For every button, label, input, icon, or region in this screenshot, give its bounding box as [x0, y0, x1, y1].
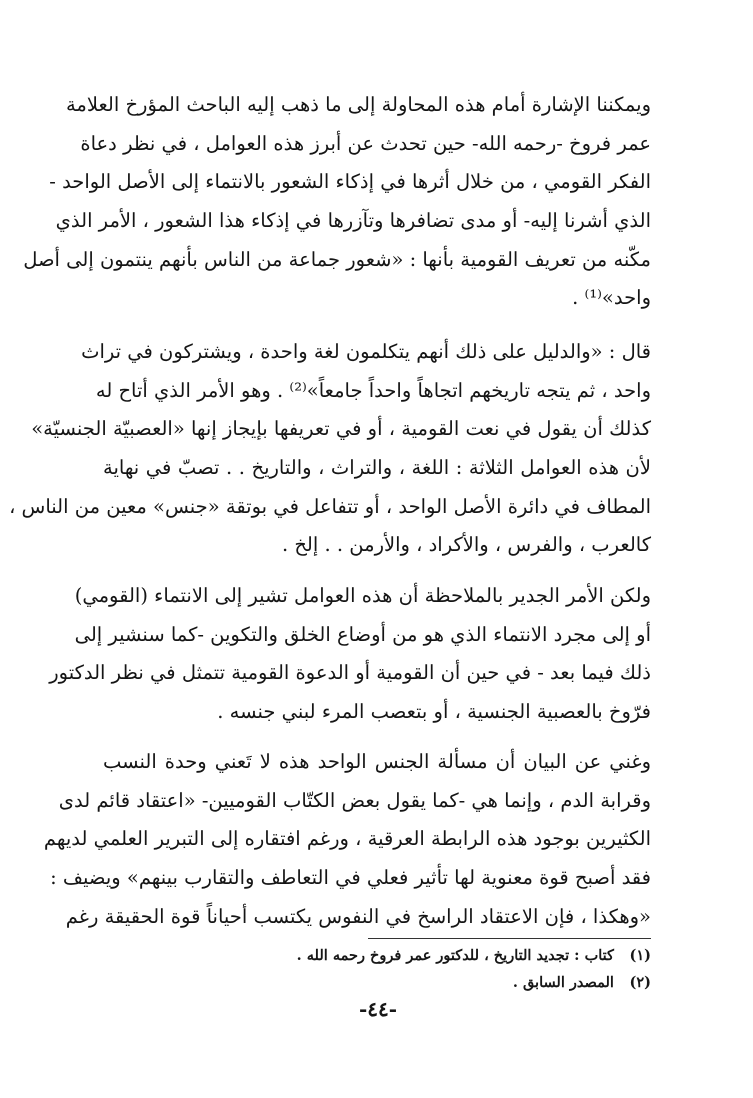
text-line: ويمكننا الإشارة أمام هذه المحاولة إلى ما ذهب إليه الباحث المؤرخ العلامة — [65, 93, 651, 116]
text-line: كذلك أن يقول في نعت القومية ، أو في تعريفها بإيجاز إنها «العصبيّة الجنسيّة» — [31, 417, 651, 441]
footnote-number: (٢) — [629, 974, 651, 991]
footnote-number: (١) — [629, 947, 651, 964]
footnotes — [296, 942, 651, 996]
text-line: واحد»⁽¹⁾ . — [572, 286, 651, 310]
text-line: ولكن الأمر الجدير بالملاحظة أن هذه العوامل تشير إلى الانتماء (القومي) — [74, 584, 651, 607]
footnote-1 — [296, 942, 651, 969]
text-line: أو إلى مجرد الانتماء الذي هو من أوضاع الخلق والتكوين -كما سنشير إلى — [74, 622, 651, 646]
text-line: لأن هذه العوامل الثلاثة : اللغة ، والتراث ، والتاريخ . . تصبّ في نهاية — [103, 456, 651, 480]
text-line: وغني عن البيان أن مسألة الجنس الواحد هذه لا تَعني وحدة النسب — [103, 750, 651, 773]
footnote-text: المصدر السابق . — [512, 974, 614, 991]
text-line: فرّوخ بالعصبية الجنسية ، أو بتعصب المرء لبني جنسه . — [217, 700, 651, 724]
text-line: ذلك فيما بعد - في حين أن القومية أو الدعوة القومية تتمثل في نظر الدكتور — [49, 661, 651, 685]
text-line: الكثيرين بوجود هذه الرابطة العرقية ، ورغم افتقاره إلى التبرير العلمي لديهم — [43, 827, 651, 851]
text-line: عمر فروخ -رحمه الله- حين تحدث عن أبرز هذه العوامل ، في نظر دعاة — [80, 131, 651, 155]
footnote-2 — [300, 969, 651, 996]
footnote-separator — [368, 938, 651, 939]
paragraph-2 — [9, 333, 651, 565]
text-line: قال : «والدليل على ذلك أنهم يتكلمون لغة واحدة ، ويشتركون في تراث — [81, 340, 651, 363]
text-line: المطاف في دائرة الأصل الواحد ، أو تتفاعل في بوتقة «جنس» معين من الناس ، — [9, 494, 651, 518]
text-line: وقرابة الدم ، وإنما هي -كما يقول بعض الكتّاب القوميين- «اعتقاد قائم لدى — [58, 788, 651, 812]
text-line: كالعرب ، والفرس ، والأكراد ، والأرمن . . إلخ . — [281, 533, 651, 557]
paragraph-1 — [23, 86, 651, 318]
paragraph-3 — [49, 577, 651, 732]
text-line: «وهكذا ، فإن الاعتقاد الراسخ في النفوس يكتسب أحياناً قوة الحقيقة رغم — [65, 904, 651, 928]
text-line: الفكر القومي ، من خلال أثرها في إذكاء الشعور بالانتماء إلى الأصل الواحد - — [49, 170, 651, 194]
text-line: الذي أشرنا إليه- أو مدى تضافرها وتآزرها في إذكاء هذا الشعور ، الأمر الذي — [55, 209, 651, 233]
footnote-text: كتاب : تجديد التاريخ ، للدكتور عمر فروخ رحمه الله . — [296, 947, 614, 964]
text-line: مكّنه من تعريف القومية بأنها : «شعور جماعة من الناس بأنهم ينتمون إلى أصل — [23, 247, 651, 271]
page-number: -٤٤- — [358, 997, 398, 1021]
text-line: فقد أصبح قوة معنوية لها تأثير فعلي في التعاطف والتقارب بينهم» ويضيف : — [50, 866, 651, 890]
text-line: واحد ، ثم يتجه تاريخهم اتجاهاً واحداً جامعاً»⁽²⁾ . وهو الأمر الذي أتاح له — [95, 378, 651, 402]
paragraph-4 — [43, 743, 651, 936]
